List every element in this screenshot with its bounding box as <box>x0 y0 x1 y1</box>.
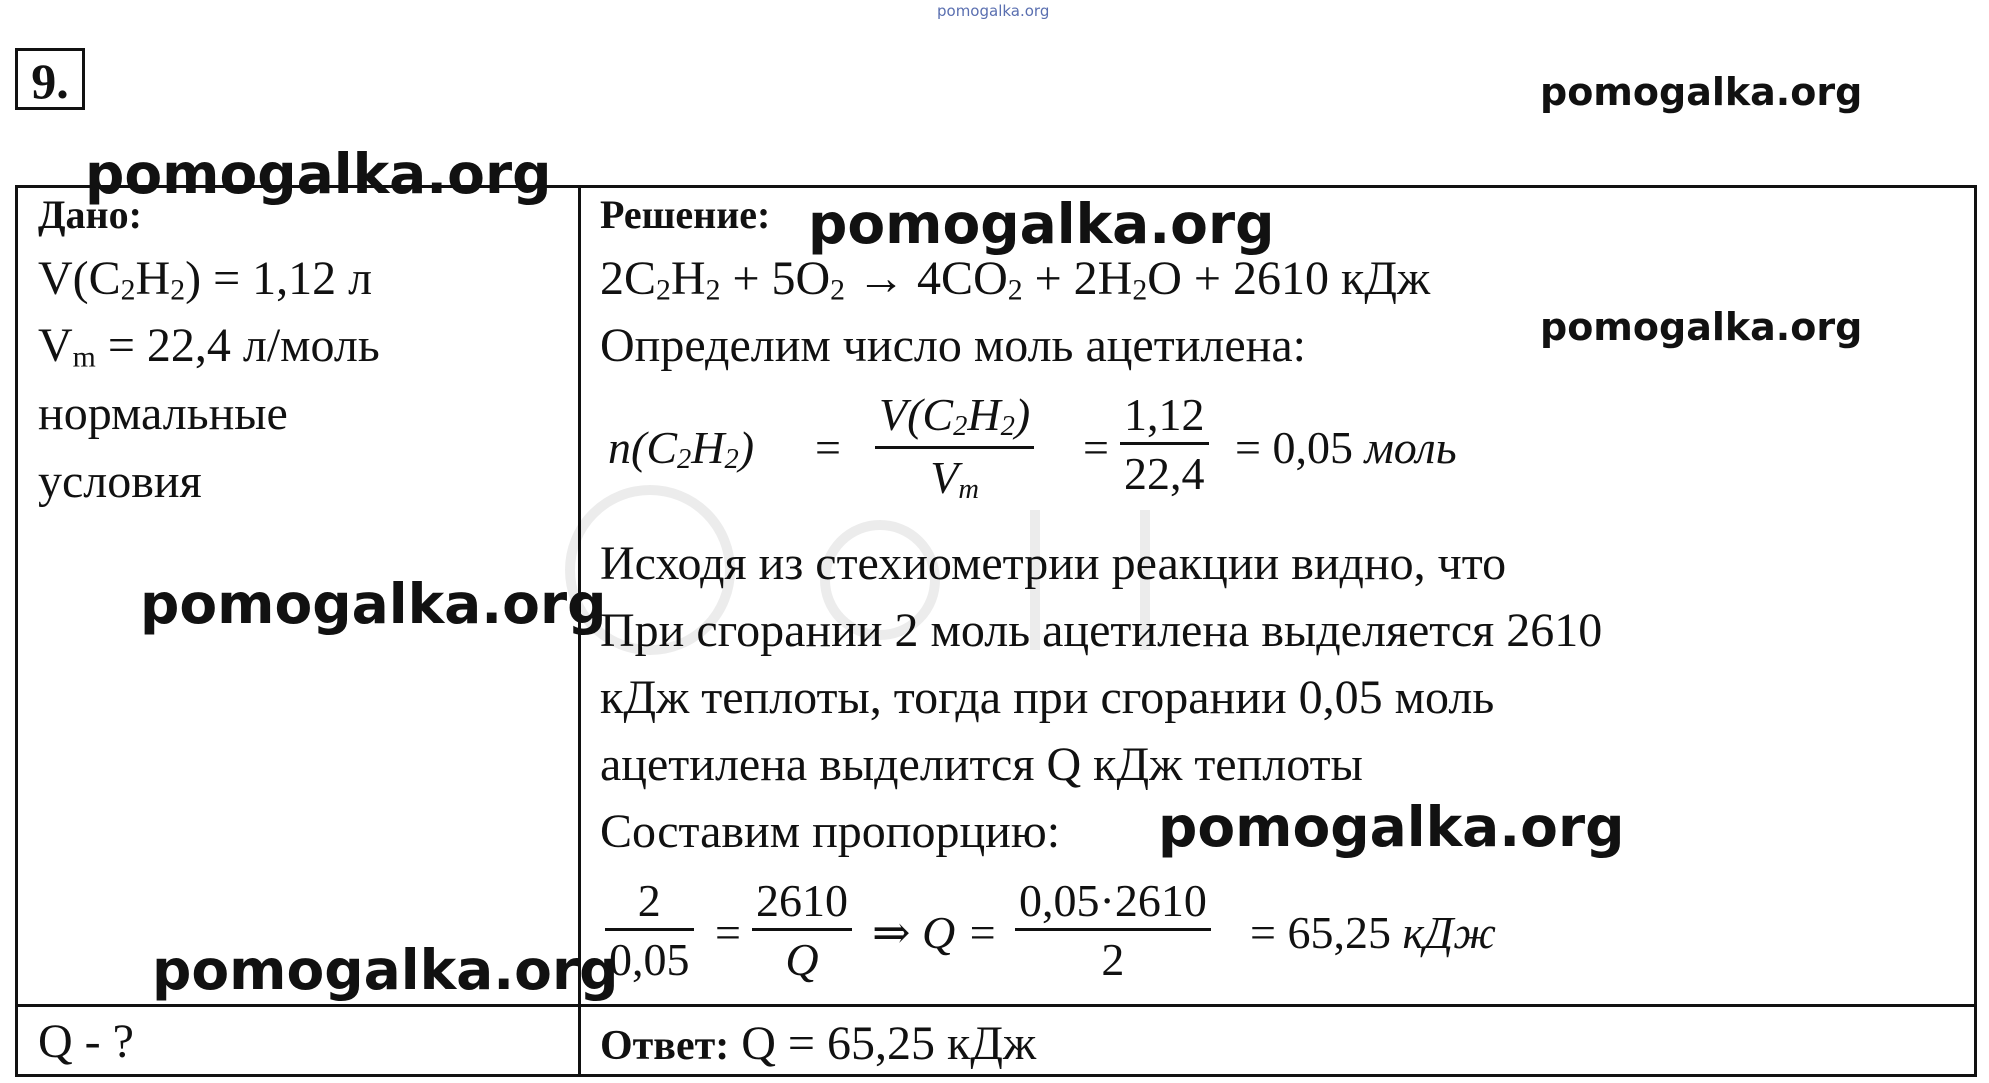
given-condition-2: условия <box>38 455 202 508</box>
formula1-fraction-symbolic: $\frac{V(C_2H_2)}{V_m}$ <box>875 392 1034 504</box>
watermark: pomogalka.org <box>85 142 552 206</box>
find-value: Q - ? <box>38 1015 134 1068</box>
given-molar-volume: $V_m = 22,4$ л/моль <box>38 319 380 374</box>
watermark: pomogalka.org <box>1540 305 1863 349</box>
formula2-implies: ⇒ Q = <box>872 907 998 958</box>
watermark: pomogalka.org <box>808 192 1275 256</box>
table-divider-horizontal <box>15 1004 1977 1007</box>
reaction-equation: $2C_2H_2 + 5O_2 \to 4CO_2 + 2H_2O + 2610$ кДж <box>600 252 1431 307</box>
given-header: Дано: <box>38 192 142 237</box>
formula2-result: = 65,25 кДж <box>1250 907 1497 958</box>
answer: Ответ: Q = 65,25 кДж <box>600 1017 1037 1070</box>
proportion-intro: Составим пропорцию: <box>600 805 1061 858</box>
given-condition-1: нормальные <box>38 387 288 440</box>
watermark: pomogalka.org <box>140 572 607 636</box>
formula1-equals: = <box>815 422 841 473</box>
formula2-fraction-3: $\frac{0,05\cdot 2610}{2}$ <box>1015 878 1211 983</box>
watermark: pomogalka.org <box>1540 70 1863 114</box>
top-watermark: pomogalka.org <box>937 2 1050 20</box>
formula1-result: = 0,05 моль <box>1235 422 1457 473</box>
formula1-equals-2: = <box>1083 422 1109 473</box>
formula2-fraction-1: $\frac{2}{0,05}$ <box>605 878 694 983</box>
stoichiometry-text-1: Исходя из стехиометрии реакции видно, что <box>600 537 1507 590</box>
formula1-fraction-numeric: $\frac{1,12}{22,4}$ <box>1120 392 1209 497</box>
stoichiometry-text-2: При сгорании 2 моль ацетилена выделяется 2610 <box>600 604 1603 657</box>
formula1-lhs: $n(C_2H_2)$ <box>608 422 755 476</box>
problem-number: 9. <box>15 48 85 110</box>
given-volume: $V(C_2H_2) = 1,12$ л <box>38 252 373 307</box>
watermark: pomogalka.org <box>152 938 619 1002</box>
formula2-equals-1: = <box>715 907 741 958</box>
solution-header: Решение: <box>600 192 771 237</box>
formula2-fraction-2: $\frac{2610}{Q}$ <box>752 878 852 983</box>
watermark: pomogalka.org <box>1158 795 1625 859</box>
moles-intro: Определим число моль ацетилена: <box>600 319 1306 372</box>
background-logo-ghost <box>560 470 1260 715</box>
stoichiometry-text-3: кДж теплоты, тогда при сгорании 0,05 моль <box>600 671 1495 724</box>
stoichiometry-text-4: ацетилена выделится Q кДж теплоты <box>600 738 1363 791</box>
